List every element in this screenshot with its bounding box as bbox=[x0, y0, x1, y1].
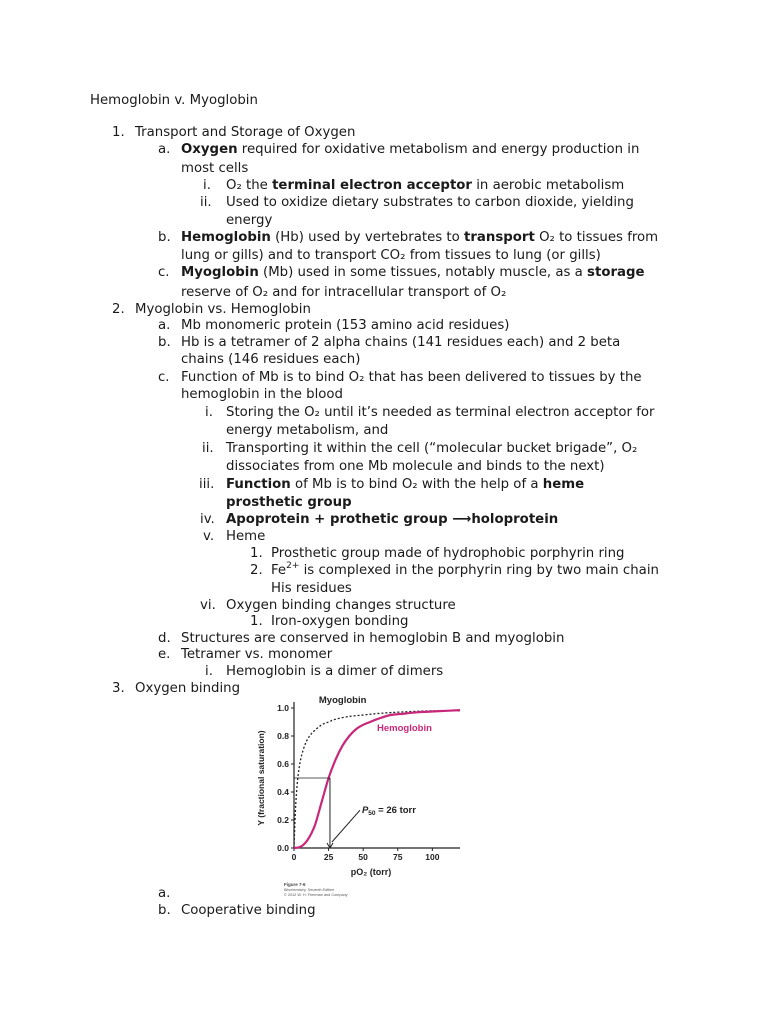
list-item: Apoprotein + prothetic group ⟶holoprotein bbox=[226, 512, 559, 527]
x-tick-label: 25 bbox=[323, 852, 334, 862]
list-marker: d. bbox=[158, 631, 171, 646]
list-item: Heme bbox=[226, 529, 266, 544]
y-tick-label: 1.0 bbox=[277, 703, 289, 713]
list-marker: 3. bbox=[112, 681, 125, 696]
list-marker: a. bbox=[158, 886, 171, 901]
y-tick-label: 0.8 bbox=[277, 731, 289, 741]
list-item-continuation: hemoglobin in the blood bbox=[181, 387, 343, 402]
list-marker: a. bbox=[158, 142, 171, 157]
list-marker: ii. bbox=[200, 195, 212, 210]
document-title: Hemoglobin v. Myoglobin bbox=[90, 93, 258, 108]
x-tick-label: 100 bbox=[425, 852, 440, 862]
list-item: Myoglobin vs. Hemoglobin bbox=[135, 302, 311, 317]
list-marker: c. bbox=[158, 265, 170, 280]
list-marker: 2. bbox=[250, 563, 263, 578]
list-marker: b. bbox=[158, 335, 171, 350]
x-axis-title: pO₂ (torr) bbox=[350, 867, 392, 877]
list-item-continuation: lung or gills) and to transport CO₂ from tissues to lung (or gills) bbox=[181, 248, 601, 263]
list-marker: v. bbox=[203, 529, 215, 544]
list-item: Oxygen binding changes structure bbox=[226, 598, 456, 613]
list-item: Myoglobin (Mb) used in some tissues, notably muscle, as a storage bbox=[181, 265, 645, 280]
list-item: Hemoglobin (Hb) used by vertebrates to transport O₂ to tissues from bbox=[181, 230, 659, 245]
list-item: Transporting it within the cell (“molecular bucket brigade”, O₂ bbox=[226, 441, 638, 456]
list-item: Hemoglobin is a dimer of dimers bbox=[226, 664, 444, 679]
y-tick-label: 0.2 bbox=[277, 815, 289, 825]
list-item: O₂ the terminal electron acceptor in aerobic metabolism bbox=[226, 178, 625, 193]
list-marker: i. bbox=[205, 405, 213, 420]
x-tick-label: 75 bbox=[393, 852, 403, 862]
list-item: Oxygen binding bbox=[135, 681, 241, 696]
list-item: Function of Mb is to bind O₂ with the help of a heme bbox=[226, 477, 585, 492]
list-marker: i. bbox=[203, 178, 211, 193]
p50-leader-line bbox=[332, 810, 360, 842]
list-marker: b. bbox=[158, 903, 171, 918]
list-marker: e. bbox=[158, 647, 171, 662]
list-item: Mb monomeric protein (153 amino acid residues) bbox=[181, 318, 510, 333]
list-item: Transport and Storage of Oxygen bbox=[135, 125, 356, 140]
hemoglobin-label: Hemoglobin bbox=[377, 723, 432, 735]
list-marker: 1. bbox=[250, 614, 263, 629]
figure-caption-copyright: © 2012 W. H. Freeman and Company bbox=[284, 893, 348, 897]
list-item: Iron-oxygen bonding bbox=[271, 614, 409, 629]
figure-caption-book: Biochemistry, Seventh Edition bbox=[284, 888, 335, 892]
list-item: Cooperative binding bbox=[181, 903, 316, 918]
list-item: Structures are conserved in hemoglobin B and myoglobin bbox=[181, 631, 565, 646]
list-item: Hb is a tetramer of 2 alpha chains (141 residues each) and 2 beta bbox=[181, 335, 621, 350]
list-item-continuation: prosthetic group bbox=[226, 495, 352, 510]
myoglobin-label: Myoglobin bbox=[318, 695, 367, 706]
list-marker: iv. bbox=[200, 512, 215, 527]
oxygen-binding-figure bbox=[250, 690, 470, 902]
list-marker: ii. bbox=[202, 441, 214, 456]
list-item-continuation: dissociates from one Mb molecule and binds to the next) bbox=[226, 459, 605, 474]
list-marker: c. bbox=[158, 370, 170, 385]
list-marker: iii. bbox=[199, 477, 215, 492]
list-item-continuation: reserve of O₂ and for intracellular transport of O₂ bbox=[181, 285, 507, 300]
y-tick-label: 0.6 bbox=[277, 759, 289, 769]
list-marker: a. bbox=[158, 318, 171, 333]
list-item-continuation: chains (146 residues each) bbox=[181, 352, 361, 367]
list-marker: 2. bbox=[112, 302, 125, 317]
list-item-continuation: energy bbox=[226, 213, 273, 228]
list-item: Prosthetic group made of hydrophobic porphyrin ring bbox=[271, 546, 625, 561]
list-item: Storing the O₂ until it’s needed as terminal electron acceptor for bbox=[226, 405, 655, 420]
list-marker: i. bbox=[205, 664, 213, 679]
list-item: $Fe^{2+}$ is complexed in the porphyrin ring by two main chain bbox=[271, 561, 659, 578]
list-marker: b. bbox=[158, 230, 171, 245]
x-tick-label: 50 bbox=[358, 852, 368, 862]
list-item-continuation: His residues bbox=[271, 581, 352, 596]
y-tick-label: 0.0 bbox=[277, 843, 289, 853]
list-item-continuation: energy metabolism, and bbox=[226, 423, 389, 438]
x-tick-label: 0 bbox=[291, 852, 297, 862]
y-tick-label: 0.4 bbox=[277, 787, 289, 797]
list-marker: vi. bbox=[200, 598, 216, 613]
list-item: Oxygen required for oxidative metabolism and energy production in bbox=[181, 142, 640, 157]
list-marker: 1. bbox=[250, 546, 263, 561]
list-item: Tetramer vs. monomer bbox=[181, 647, 333, 662]
figure-caption-number: Figure 7-6 bbox=[284, 882, 306, 887]
p50-label: $P_{50} = 26$ torr bbox=[361, 805, 416, 818]
list-item-continuation: most cells bbox=[181, 161, 249, 176]
list-item: Used to oxidize dietary substrates to carbon dioxide, yielding bbox=[226, 195, 634, 210]
y-axis-title: Y (fractional saturation) bbox=[256, 730, 266, 826]
list-marker: 1. bbox=[112, 125, 125, 140]
list-item: Function of Mb is to bind O₂ that has been delivered to tissues by the bbox=[181, 370, 642, 385]
